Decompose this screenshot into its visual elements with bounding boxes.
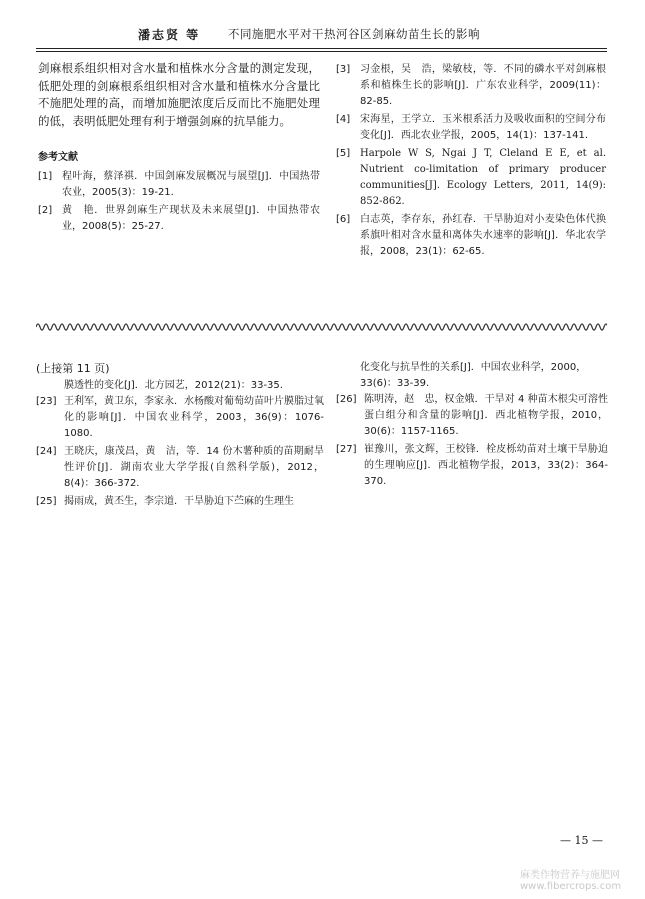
reference-number: [3] <box>336 64 351 75</box>
reference-number: [23] <box>36 396 57 407</box>
header-title: 不同施肥水平对干热河谷区剑麻幼苗生长的影响 <box>228 27 480 41</box>
bottom-right-column <box>336 360 608 492</box>
reference-text: 陈明涛，赵 忠，权金娥．干旱对 4 种苗木根尖可溶性蛋白组分和含量的影响[J]．西北植物学报，2010，30(6)：1157-1165. <box>364 394 608 437</box>
reference-number: [27] <box>336 444 357 455</box>
reference-number: [26] <box>336 394 357 405</box>
references-heading: 参考文献 <box>38 152 78 163</box>
reference-text: 崔豫川，张文辉，王校锋．栓皮栎幼苗对土壤干旱胁迫的生理响应[J]．西北植物学报，2013，33(2)：364-370. <box>364 444 608 487</box>
header-rule-secondary <box>36 51 607 52</box>
watermark-url: www.fibercrops.com <box>520 881 622 892</box>
bottom-left-column <box>36 360 324 512</box>
header-author: 潘志贤 等 <box>138 28 201 42</box>
reference-number: [6] <box>336 214 351 225</box>
reference-number: [2] <box>38 205 53 216</box>
reference-continuation: 化变化与抗旱性的关系[J]．中国农业科学，2000，33(6)：33-39. <box>360 362 587 389</box>
reference-number: [4] <box>336 114 351 125</box>
reference-number: [25] <box>36 496 57 507</box>
reference-text: 宋海星，王学立．玉米根系活力及吸收面积的空间分布变化[J]．西北农业学报，2005，14(1)：137-141. <box>360 114 606 141</box>
reference-continuation: 膜透性的变化[J]．北方园艺，2012(21)：33-35. <box>64 380 283 391</box>
reference-text: 白志英，李存东，孙红春．干旱胁迫对小麦染色体代换系旗叶相对含水量和离体失水速率的影响[J]．华北农学报，2008，23(1)：62-65. <box>360 214 606 257</box>
continued-from-label: (上接第 11 页) <box>36 362 110 375</box>
reference-number: [24] <box>36 446 57 457</box>
reference-item <box>336 212 606 260</box>
reference-item <box>36 394 324 442</box>
reference-text: 王利军，黄卫东，李家永．水杨酸对葡萄幼苗叶片膜脂过氧化的影响[J]．中国农业科学，2003，36(9)：1076-1080. <box>64 396 324 439</box>
reference-item <box>38 203 320 235</box>
reference-item <box>336 442 608 490</box>
reference-text: 揭雨成，黄丕生，李宗道．干旱胁迫下苎麻的生理生 <box>64 496 294 507</box>
watermark-site-name: 麻类作物营养与施肥网 <box>520 870 620 881</box>
reference-text: Harpole W S, Ngai J T, Cleland E E, et al. Nutrient co-limitation of primary producer communities[J]. Ecology Letters, 2011, 14(9): 852-862. <box>360 148 606 207</box>
reference-text: 程叶海，蔡泽祺．中国剑麻发展概况与展望[J]．中国热带农业，2005(3)：19-21. <box>62 171 320 198</box>
reference-item <box>336 392 608 440</box>
reference-item <box>336 62 606 110</box>
reference-number: [1] <box>38 171 53 182</box>
reference-number: [5] <box>336 148 351 159</box>
header-rule <box>36 48 607 49</box>
top-left-column <box>38 60 320 237</box>
top-right-column <box>336 62 606 262</box>
reference-text: 习金根，吴 浩，梁敏枝，等．不同的磷水平对剑麻根系和植株生长的影响[J]．广东农业科学，2009(11)：82-85. <box>360 64 606 107</box>
reference-item <box>36 444 324 492</box>
reference-item <box>38 169 320 201</box>
reference-text: 王晓庆，康茂昌，黄 洁，等．14 份木薯种质的苗期耐旱性评价[J]．湖南农业大学学报(自然科学版)，2012，8(4)：366-372. <box>64 446 324 489</box>
conclusion-paragraph: 剑麻根系组织相对含水量和植株水分含量的测定发现，低肥处理的剑麻根系组织相对含水量和植株水分含量比不施肥处理的高，而增加施肥浓度后反而比不施肥处理的低，表明低肥处理有利于增强剑麻的抗旱能力。 <box>38 61 320 128</box>
reference-item <box>36 494 324 510</box>
reference-item <box>336 112 606 144</box>
page-number: — 15 — <box>560 834 603 847</box>
wavy-separator <box>36 320 607 334</box>
reference-text: 黄 艳．世界剑麻生产现状及未来展望[J]．中国热带农业，2008(5)：25-27. <box>62 205 320 232</box>
reference-item <box>336 146 606 210</box>
